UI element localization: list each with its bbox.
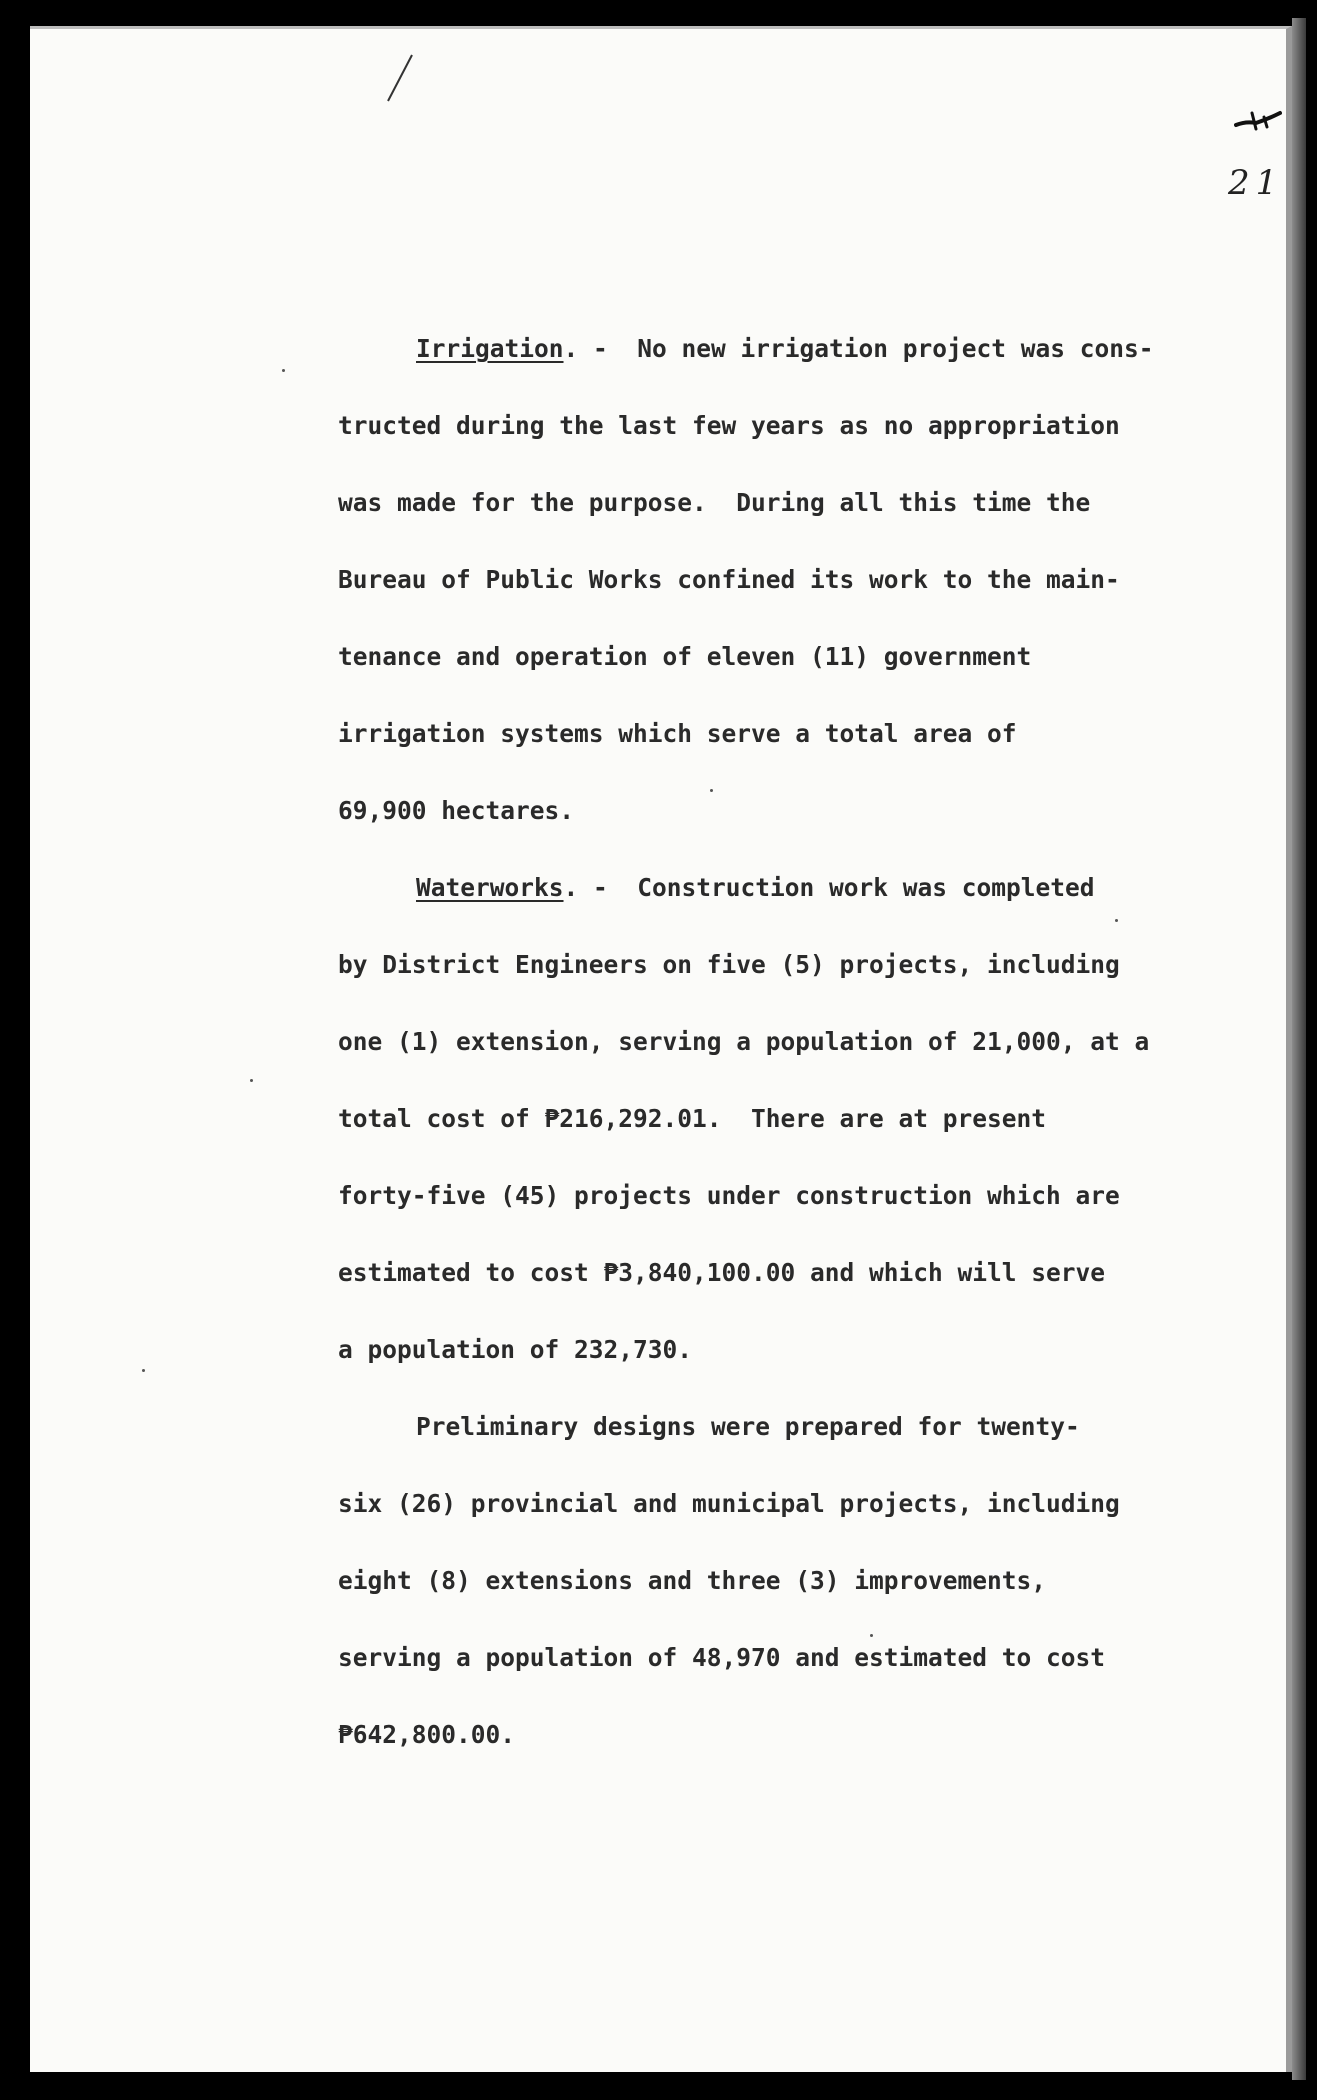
paragraph-line: was made for the purpose. During all this time the [338, 488, 1091, 517]
paragraph-line: Bureau of Public Works confined its work to the main- [338, 565, 1120, 594]
paragraph-line: forty-five (45) projects under construction which are [338, 1181, 1120, 1210]
paragraph-line: eight (8) extensions and three (3) improvements, [338, 1566, 1047, 1595]
paragraph-line: tenance and operation of eleven (11) government [338, 642, 1032, 671]
paragraph-line: estimated to cost ₱3,840,100.00 and which will serve [338, 1258, 1106, 1287]
scan-speck [870, 1634, 873, 1637]
page-number: 21 [1228, 163, 1284, 203]
paragraph-line: irrigation systems which serve a total area of [338, 719, 1017, 748]
paragraph-line: six (26) provincial and municipal projects, including [338, 1489, 1120, 1518]
paragraph-line: by District Engineers on five (5) projects, including [338, 950, 1120, 979]
paragraph-line: serving a population of 48,970 and estimated to cost [338, 1643, 1106, 1672]
typewritten-page [30, 26, 1292, 2072]
handwritten-check-icon [1234, 109, 1282, 133]
paragraph-line: total cost of ₱216,292.01. There are at present [338, 1104, 1047, 1133]
scan-speck [250, 1079, 253, 1082]
paragraph-line: tructed during the last few years as no appropriation [338, 411, 1120, 440]
heading-irrigation: Irrigation [416, 334, 564, 363]
paragraph-line: Preliminary designs were prepared for twenty- [416, 1412, 1080, 1441]
paragraph-line: a population of 232,730. [338, 1335, 693, 1364]
page-edge-shadow [1292, 18, 1306, 2080]
paragraph-line: one (1) extension, serving a population of 21,000, at a [338, 1027, 1150, 1056]
paragraph-line: 69,900 hectares. [338, 796, 575, 825]
paragraph-irrigation-line-1: Irrigation. - No new irrigation project was cons- [416, 334, 1154, 363]
scan-speck [1115, 919, 1118, 922]
scan-speck [282, 369, 285, 372]
paragraph-waterworks-line-1: Waterworks. - Construction work was completed [416, 873, 1095, 902]
paragraph-line: ₱642,800.00. [338, 1720, 516, 1749]
heading-waterworks: Waterworks [416, 873, 564, 902]
document-body [338, 29, 1238, 1749]
scan-speck [142, 1369, 145, 1372]
scan-speck [710, 789, 713, 792]
